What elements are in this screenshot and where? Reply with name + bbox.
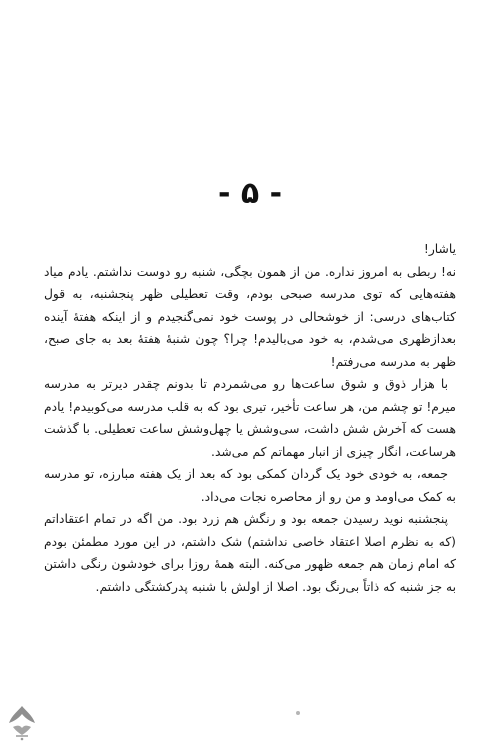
paragraph-4: پنجشنبه نوید رسیدن جمعه بود و رنگش هم زرد بود. من اگه در تمام اعتقاداتم (که به نظرم اصلا اعتقاد خاصی نداشتم) شک داشتم، در این مورد مطمئن بودم که امام زمان هم جمعه ظهور می‌کنه. البته همهٔ روزا برای خودشون رنگی داشتن به جز شنبه که ذاتاً بی‌رنگ بود. اصلا از اولش با شنبه پدرکشتگی داشتم. <box>44 512 456 594</box>
body-text <box>44 238 456 598</box>
paragraph-1: نه! ربطی به امروز نداره. من از همون بچگی، شنبه رو دوست نداشتم. یادم میاد هفته‌هایی که توی مدرسه صبحی بودم، وقت تعطیلی ظهر پنجشنبه، به قول کتاب‌های درسی: از خوشحالی در پوست خود نمی‌گنجیدم و از اینکه هفتهٔ آینده بعدازظهری می‌شدم، به خود می‌بالیدم! چرا؟ چون شنبهٔ هفتهٔ بعد به جای صبح، ظهر به مدرسه می‌رفتم! <box>44 264 456 369</box>
paragraph-3: جمعه، به خودی خود یک گردان کمکی بود که بعد از یک هفته مبارزه، تو مدرسه به کمک می‌اومد و من رو از محاصره نجات می‌داد. <box>44 467 456 504</box>
chapter-number: - ۵ - <box>217 176 283 211</box>
publisher-logo-icon <box>4 702 40 742</box>
salutation: یاشار! <box>423 242 456 256</box>
scan-speck <box>296 711 300 715</box>
paragraph-2: با هزار ذوق و شوق ساعت‌ها رو می‌شمردم تا بدونم چقدر دیرتر به مدرسه میرم! تو چشم من، هر ساعت تأخیر، تیری بود که به قلب مدرسه می‌کوبیدم! یادم هست که آخرش شش داشت، سی‌وشش یا چهل‌وشش ساعت تعطیلی. با گذشت هرساعت، انگار چیزی از انبار مهماتم کم می‌شد. <box>44 377 456 459</box>
